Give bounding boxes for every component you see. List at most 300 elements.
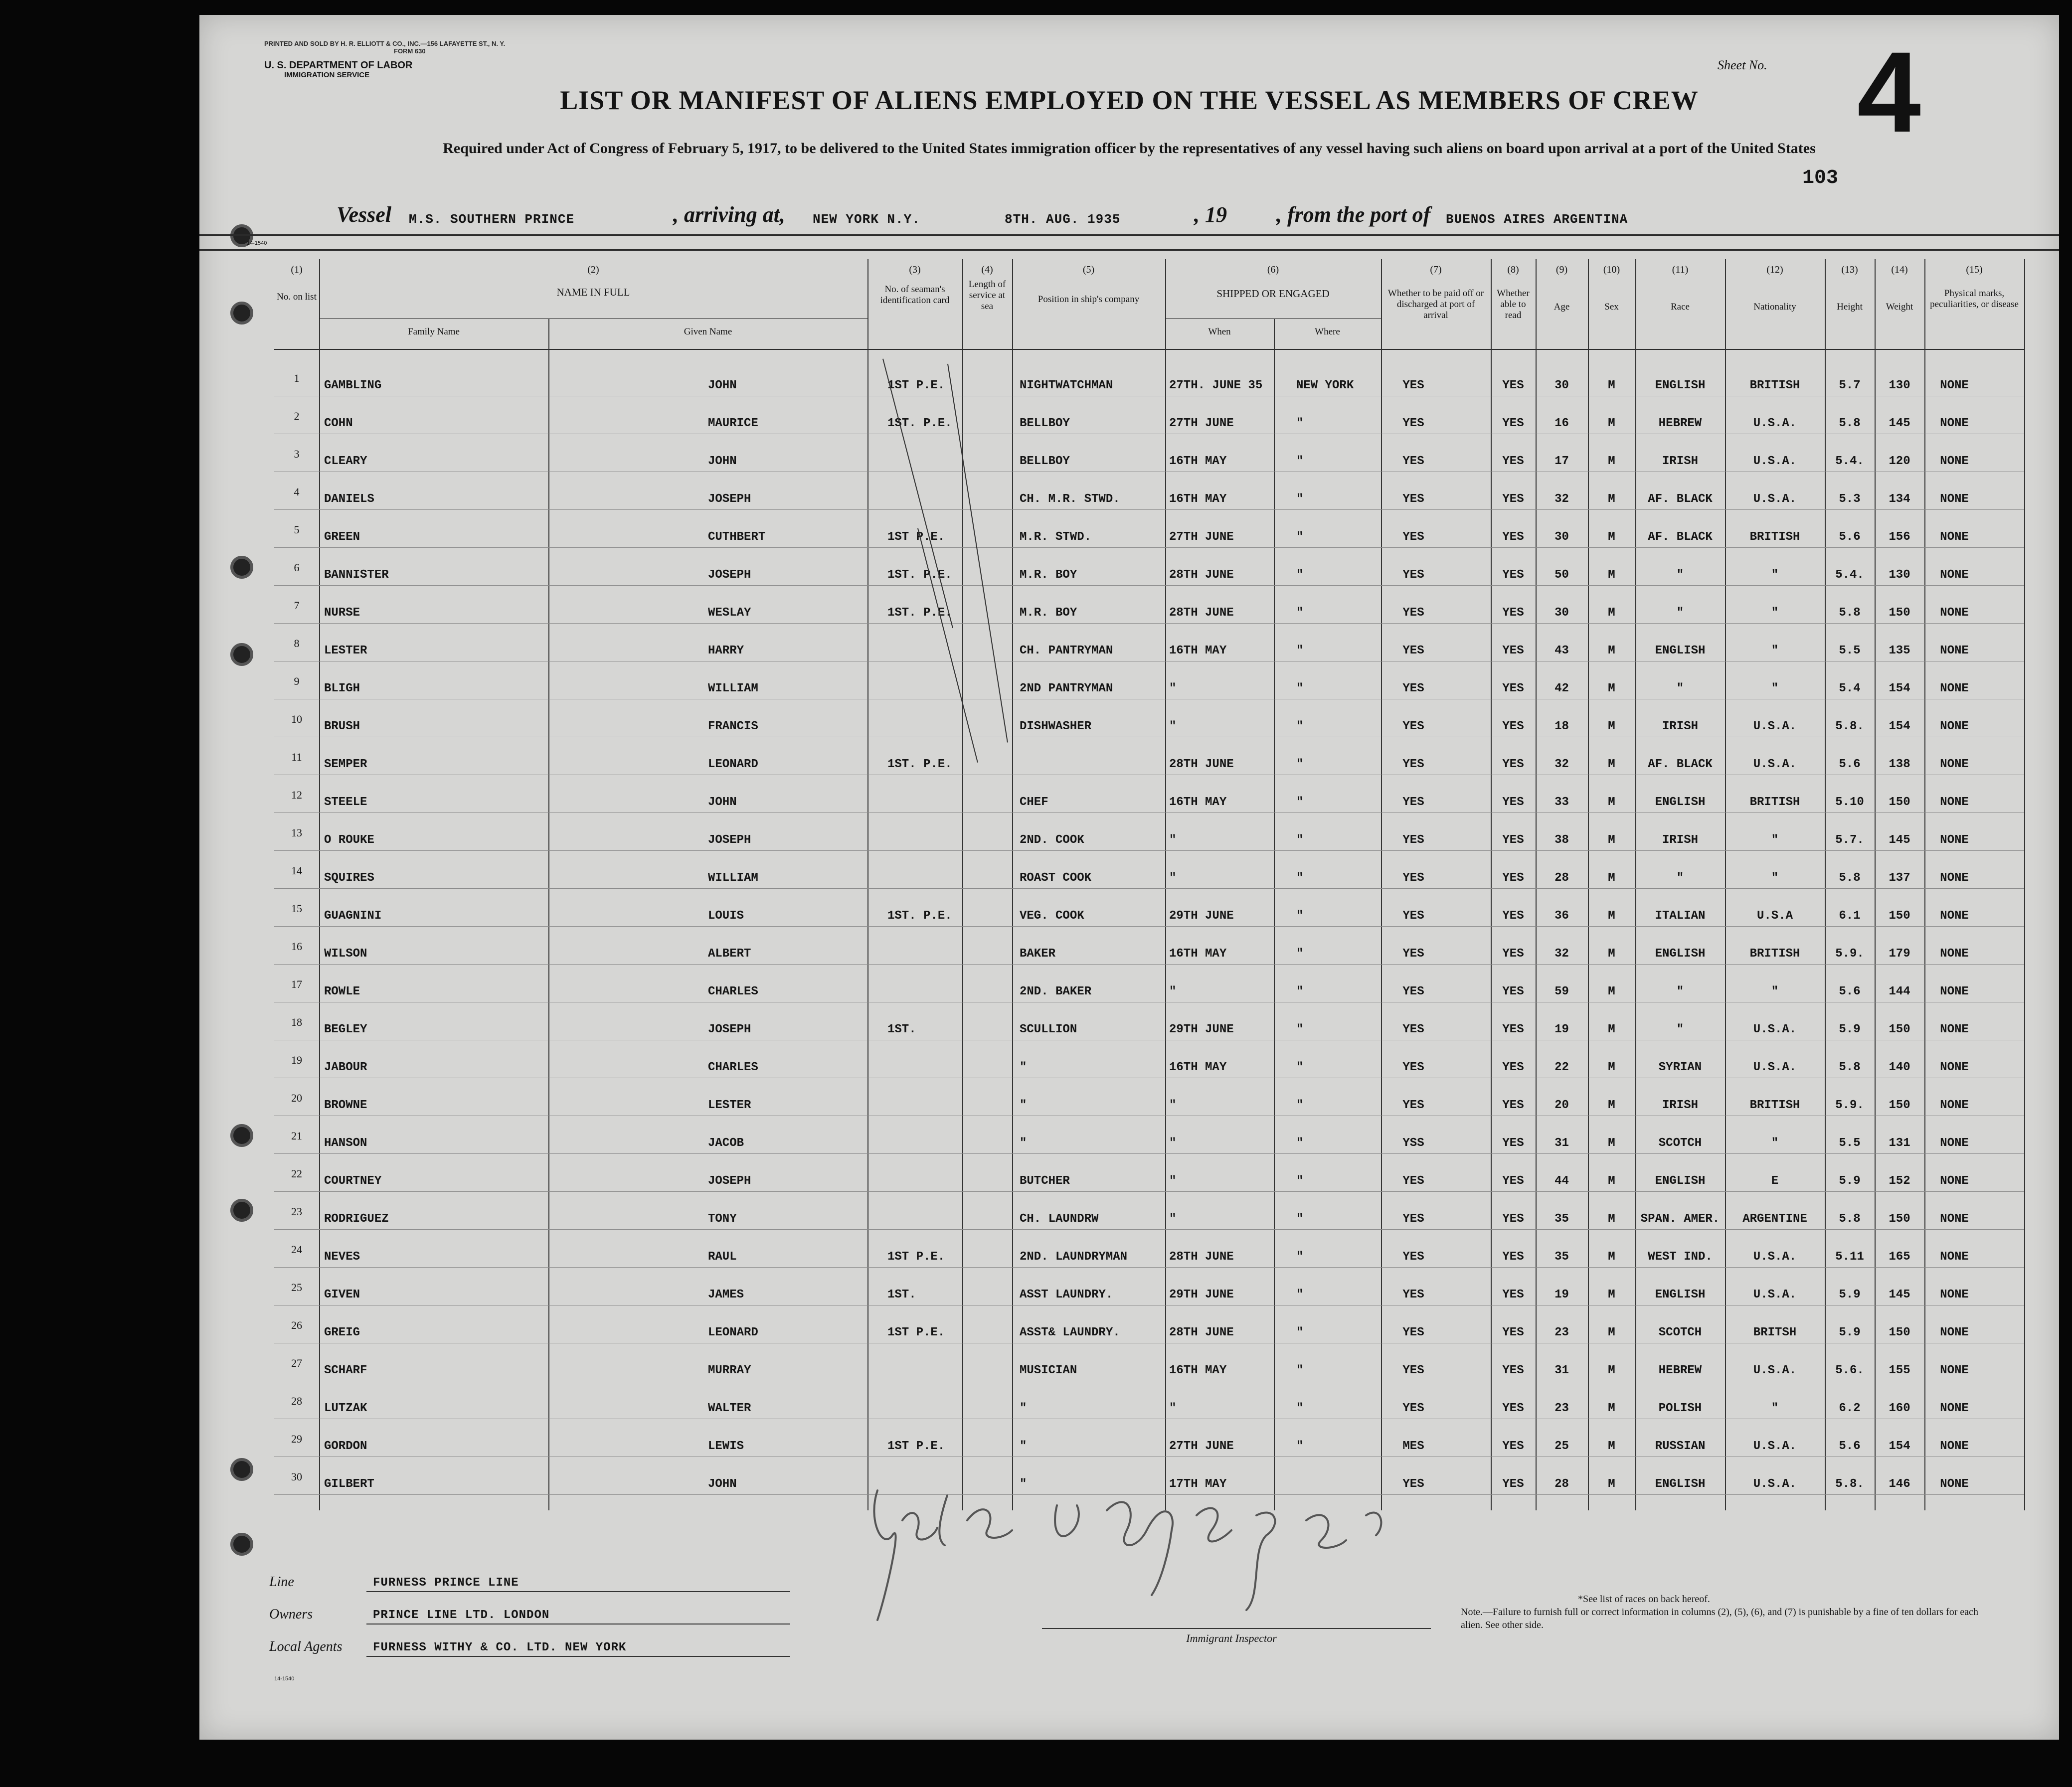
table-row xyxy=(274,440,2024,478)
cell-race: ENGLISH xyxy=(1655,947,1706,961)
cell-given: HARRY xyxy=(708,644,744,657)
cell-when: 27TH JUNE xyxy=(1169,417,1234,430)
cell-where: " xyxy=(1296,720,1304,733)
cell-height: 5.8 xyxy=(1839,606,1861,620)
cell-nat: " xyxy=(1771,682,1779,695)
table-row xyxy=(274,515,2024,553)
cell-paid: YES xyxy=(1402,1023,1424,1036)
cell-nat: U.S.A. xyxy=(1753,1023,1797,1036)
cell-family: LESTER xyxy=(324,644,367,657)
cell-race: SYRIAN xyxy=(1658,1061,1702,1074)
cell-nat: U.S.A. xyxy=(1753,1250,1797,1264)
cell-when: 16TH MAY xyxy=(1169,455,1227,468)
cell-where: " xyxy=(1296,947,1304,961)
cell-paid: YES xyxy=(1402,871,1424,885)
cell-race: ENGLISH xyxy=(1655,1288,1706,1301)
cell-paid: YES xyxy=(1402,682,1424,695)
column-number: (4) xyxy=(981,264,993,275)
cell-age: 19 xyxy=(1554,1023,1569,1036)
cell-race: IRISH xyxy=(1662,455,1698,468)
cell-family: NEVES xyxy=(324,1250,360,1264)
cell-position: M.R. STWD. xyxy=(1020,530,1092,544)
cell-weight: 130 xyxy=(1889,379,1910,392)
cell-card: 1ST. P.E. xyxy=(887,909,952,923)
column-number: (3) xyxy=(909,264,921,275)
cell-race: ENGLISH xyxy=(1655,1477,1706,1491)
table-row xyxy=(274,667,2024,705)
cell-position: 2ND PANTRYMAN xyxy=(1020,682,1113,695)
row-number: 15 xyxy=(291,902,302,915)
cell-weight: 150 xyxy=(1889,606,1910,620)
cell-family: WILSON xyxy=(324,947,367,961)
row-number: 19 xyxy=(291,1054,302,1066)
cell-age: 25 xyxy=(1554,1440,1569,1453)
cell-read: YES xyxy=(1502,1023,1524,1036)
cell-age: 33 xyxy=(1554,796,1569,809)
cell-where: " xyxy=(1296,985,1304,998)
row-number: 4 xyxy=(294,486,300,498)
cell-weight: 156 xyxy=(1889,530,1910,544)
page-subtitle: Required under Act of Congress of February 5, 1917, to be delivered to the United States immigration officer by the representatives of any vessel having such aliens on board upon arrival at a port of the United States xyxy=(443,140,1816,157)
cell-height: 5.7. xyxy=(1835,833,1864,847)
cell-race: " xyxy=(1676,871,1684,885)
column-header-id-card: No. of seaman's identification card xyxy=(880,284,950,306)
cell-marks: NONE xyxy=(1940,1212,1969,1226)
cell-weight: 144 xyxy=(1889,985,1910,998)
cell-race: WEST IND. xyxy=(1648,1250,1713,1264)
cell-race: AF. BLACK xyxy=(1648,492,1713,506)
cell-position: BUTCHER xyxy=(1020,1174,1070,1188)
inspector-label: Immigrant Inspector xyxy=(1186,1632,1277,1644)
cell-race: " xyxy=(1676,568,1684,582)
header-rule xyxy=(274,349,2024,350)
cell-family: GAMBLING xyxy=(324,379,382,392)
cell-sex: M xyxy=(1608,568,1615,582)
cell-given: LEONARD xyxy=(708,758,758,771)
column-header-race: Race xyxy=(1671,302,1690,312)
cell-race: " xyxy=(1676,682,1684,695)
cell-position: " xyxy=(1020,1402,1027,1415)
cell-age: 42 xyxy=(1554,682,1569,695)
cell-height: 5.6 xyxy=(1839,1440,1861,1453)
races-note: *See list of races on back hereof. xyxy=(1578,1594,1710,1605)
cell-read: YES xyxy=(1502,1477,1524,1491)
cell-age: 22 xyxy=(1554,1061,1569,1074)
cell-where: " xyxy=(1296,1137,1304,1150)
column-header-physical: Physical marks, peculiarities, or disease xyxy=(1930,288,2019,310)
arrival-port: NEW YORK N.Y. xyxy=(813,212,920,227)
cell-paid: YES xyxy=(1402,1364,1424,1377)
vessel-label: Vessel xyxy=(337,202,391,227)
cell-paid: YES xyxy=(1402,1477,1424,1491)
cell-height: 5.6 xyxy=(1839,985,1861,998)
cell-card: 1ST. P.E. xyxy=(887,606,952,620)
cell-paid: YSS xyxy=(1402,1137,1424,1150)
column-number: (11) xyxy=(1672,264,1689,275)
cell-given: CHARLES xyxy=(708,985,758,998)
cell-marks: NONE xyxy=(1940,1364,1969,1377)
column-number: (14) xyxy=(1891,264,1908,275)
cell-card: 1ST P.E. xyxy=(887,530,945,544)
cell-sex: M xyxy=(1608,606,1615,620)
cell-position: BAKER xyxy=(1020,947,1056,961)
row-number: 7 xyxy=(294,599,300,612)
cell-sex: M xyxy=(1608,909,1615,923)
cell-when: " xyxy=(1169,1137,1177,1150)
table-row xyxy=(274,478,2024,515)
cell-position: ASST& LAUNDRY. xyxy=(1020,1326,1120,1339)
table-row xyxy=(274,1273,2024,1311)
cell-weight: 154 xyxy=(1889,682,1910,695)
year-label: , 19 xyxy=(1194,202,1227,227)
cell-paid: YES xyxy=(1402,720,1424,733)
column-header-paid-off: Whether to be paid off or discharged at port of arrival xyxy=(1387,288,1484,321)
cell-sex: M xyxy=(1608,1212,1615,1226)
cell-race: IRISH xyxy=(1662,720,1698,733)
cell-age: 19 xyxy=(1554,1288,1569,1301)
cell-where: " xyxy=(1296,606,1304,620)
table-row xyxy=(274,1235,2024,1273)
cell-sex: M xyxy=(1608,871,1615,885)
cell-nat: U.S.A xyxy=(1756,909,1793,923)
cell-where: " xyxy=(1296,455,1304,468)
cell-card: 1ST P.E. xyxy=(887,1326,945,1339)
binding-hole xyxy=(230,1124,253,1147)
row-number: 22 xyxy=(291,1167,302,1180)
cell-read: YES xyxy=(1502,644,1524,657)
cell-card: 1ST. P.E. xyxy=(887,417,952,430)
cell-nat: U.S.A. xyxy=(1753,455,1797,468)
cell-height: 6.2 xyxy=(1839,1402,1861,1415)
cell-read: YES xyxy=(1502,720,1524,733)
cell-race: ITALIAN xyxy=(1655,909,1706,923)
cell-position: BELLBOY xyxy=(1020,417,1070,430)
table-row xyxy=(274,1084,2024,1122)
cell-sex: M xyxy=(1608,417,1615,430)
cell-age: 50 xyxy=(1554,568,1569,582)
cell-where: " xyxy=(1296,492,1304,506)
cell-given: JOSEPH xyxy=(708,492,751,506)
column-number: (5) xyxy=(1082,264,1095,275)
table-row xyxy=(274,364,2024,402)
cell-height: 5.9 xyxy=(1839,1288,1861,1301)
cell-sex: M xyxy=(1608,1023,1615,1036)
cell-position: " xyxy=(1020,1477,1027,1491)
cell-weight: 120 xyxy=(1889,455,1910,468)
row-number: 8 xyxy=(294,637,300,650)
cell-where: " xyxy=(1296,1288,1304,1301)
cell-family: BRUSH xyxy=(324,720,360,733)
page-title: LIST OR MANIFEST OF ALIENS EMPLOYED ON THE VESSEL AS MEMBERS OF CREW xyxy=(560,85,1699,115)
printer-notice xyxy=(264,40,505,55)
cell-when: 16TH MAY xyxy=(1169,947,1227,961)
cell-read: YES xyxy=(1502,1061,1524,1074)
row-number: 24 xyxy=(291,1243,302,1256)
column-header-given-name: Given Name xyxy=(684,326,732,337)
row-number: 2 xyxy=(294,410,300,422)
cell-read: YES xyxy=(1502,1250,1524,1264)
cell-where: " xyxy=(1296,1364,1304,1377)
row-number: 28 xyxy=(291,1395,302,1407)
cell-marks: NONE xyxy=(1940,1440,1969,1453)
cell-where: " xyxy=(1296,417,1304,430)
cell-height: 5.8 xyxy=(1839,417,1861,430)
cell-age: 35 xyxy=(1554,1212,1569,1226)
cell-when: 16TH MAY xyxy=(1169,1061,1227,1074)
cell-sex: M xyxy=(1608,682,1615,695)
subheader-rule xyxy=(319,318,867,319)
cell-sex: M xyxy=(1608,644,1615,657)
cell-paid: YES xyxy=(1402,1212,1424,1226)
column-number: (1) xyxy=(291,264,303,275)
table-row xyxy=(274,402,2024,440)
row-number: 26 xyxy=(291,1319,302,1331)
cell-when: " xyxy=(1169,1402,1177,1415)
cell-when: " xyxy=(1169,720,1177,733)
cell-family: GREEN xyxy=(324,530,360,544)
table-row xyxy=(274,932,2024,970)
cell-paid: YES xyxy=(1402,379,1424,392)
agents-label: Local Agents xyxy=(269,1639,343,1654)
sheet-number-label: Sheet No. xyxy=(1718,58,1767,72)
department: U. S. DEPARTMENT OF LABOR xyxy=(264,60,413,71)
cell-age: 17 xyxy=(1554,455,1569,468)
cell-given: CUTHBERT xyxy=(708,530,766,544)
cell-height: 5.11 xyxy=(1835,1250,1864,1264)
column-header-position: Position in ship's company xyxy=(1037,294,1140,305)
subheader-rule xyxy=(1165,318,1381,319)
cell-given: LEONARD xyxy=(708,1326,758,1339)
cell-position: ROAST COOK xyxy=(1020,871,1092,885)
cell-when: 27TH JUNE xyxy=(1169,1440,1234,1453)
cell-age: 16 xyxy=(1554,417,1569,430)
cell-marks: NONE xyxy=(1940,985,1969,998)
cell-sex: M xyxy=(1608,455,1615,468)
cell-height: 5.4. xyxy=(1835,455,1864,468)
row-number: 20 xyxy=(291,1092,302,1104)
cell-age: 28 xyxy=(1554,1477,1569,1491)
cell-sex: M xyxy=(1608,1402,1615,1415)
column-header-age: Age xyxy=(1554,302,1570,312)
cell-when: 16TH MAY xyxy=(1169,644,1227,657)
cell-paid: YES xyxy=(1402,758,1424,771)
cell-family: GORDON xyxy=(324,1440,367,1453)
cell-position: " xyxy=(1020,1061,1027,1074)
table-row xyxy=(274,591,2024,629)
cell-paid: YES xyxy=(1402,833,1424,847)
cell-weight: 160 xyxy=(1889,1402,1910,1415)
table-row xyxy=(274,1311,2024,1349)
cell-height: 5.4 xyxy=(1839,682,1861,695)
cell-family: HANSON xyxy=(324,1137,367,1150)
column-header-name-in-full: NAME IN FULL xyxy=(556,286,630,298)
cell-age: 32 xyxy=(1554,947,1569,961)
cell-given: JOHN xyxy=(708,379,737,392)
cell-when: 27TH. JUNE 35 xyxy=(1169,379,1263,392)
cell-card: 1ST P.E. xyxy=(887,379,945,392)
cell-position: M.R. BOY xyxy=(1020,568,1077,582)
cell-when: " xyxy=(1169,871,1177,885)
cell-where: " xyxy=(1296,1212,1304,1226)
owners-label: Owners xyxy=(269,1607,313,1622)
cell-when: 16TH MAY xyxy=(1169,796,1227,809)
cell-height: 5.10 xyxy=(1835,796,1864,809)
binding-hole xyxy=(230,1533,253,1556)
cell-age: 30 xyxy=(1554,606,1569,620)
cell-given: JACOB xyxy=(708,1137,744,1150)
cell-height: 5.9 xyxy=(1839,1023,1861,1036)
cell-when: " xyxy=(1169,682,1177,695)
cell-marks: NONE xyxy=(1940,530,1969,544)
cell-age: 30 xyxy=(1554,530,1569,544)
printer-line: PRINTED AND SOLD BY H. R. ELLIOTT & CO., INC.—156 LAFAYETTE ST., N. Y. xyxy=(264,40,506,47)
cell-marks: NONE xyxy=(1940,1250,1969,1264)
cell-given: JOSEPH xyxy=(708,568,751,582)
cell-read: YES xyxy=(1502,1174,1524,1188)
cell-read: YES xyxy=(1502,1212,1524,1226)
column-number: (9) xyxy=(1555,264,1568,275)
cell-position: SCULLION xyxy=(1020,1023,1077,1036)
cell-when: 29TH JUNE xyxy=(1169,1288,1234,1301)
row-number: 6 xyxy=(294,561,300,574)
cell-nat: BRITSH xyxy=(1753,1326,1797,1339)
table-row xyxy=(274,629,2024,667)
cell-when: " xyxy=(1169,833,1177,847)
cell-marks: NONE xyxy=(1940,1174,1969,1188)
cell-given: WILLIAM xyxy=(708,871,758,885)
cell-marks: NONE xyxy=(1940,682,1969,695)
cell-weight: 146 xyxy=(1889,1477,1910,1491)
cell-nat: " xyxy=(1771,606,1779,620)
cell-nat: " xyxy=(1771,568,1779,582)
cell-race: ENGLISH xyxy=(1655,644,1706,657)
cell-weight: 150 xyxy=(1889,1023,1910,1036)
cell-family: GIVEN xyxy=(324,1288,360,1301)
cell-paid: YES xyxy=(1402,947,1424,961)
row-number: 3 xyxy=(294,448,300,460)
table-row xyxy=(274,1349,2024,1387)
cell-given: ALBERT xyxy=(708,947,751,961)
cell-nat: BRITISH xyxy=(1749,530,1800,544)
column-header-family-name: Family Name xyxy=(408,326,460,337)
cell-family: DANIELS xyxy=(324,492,374,506)
departure-port: BUENOS AIRES ARGENTINA xyxy=(1446,212,1628,227)
cell-paid: YES xyxy=(1402,492,1424,506)
cell-marks: NONE xyxy=(1940,417,1969,430)
cell-where: " xyxy=(1296,568,1304,582)
cell-marks: NONE xyxy=(1940,492,1969,506)
cell-race: SCOTCH xyxy=(1658,1137,1702,1150)
cell-marks: NONE xyxy=(1940,1023,1969,1036)
cell-where: " xyxy=(1296,1023,1304,1036)
footer-form-code: 14-1540 xyxy=(274,1676,295,1682)
binding-hole xyxy=(230,1199,253,1222)
cell-race: ENGLISH xyxy=(1655,1174,1706,1188)
cell-race: IRISH xyxy=(1662,1099,1698,1112)
cell-position: DISHWASHER xyxy=(1020,720,1092,733)
cell-marks: NONE xyxy=(1940,947,1969,961)
cell-where: " xyxy=(1296,530,1304,544)
cell-weight: 150 xyxy=(1889,1326,1910,1339)
cell-race: AF. BLACK xyxy=(1648,758,1713,771)
cell-marks: NONE xyxy=(1940,1288,1969,1301)
cell-nat: BRITISH xyxy=(1749,796,1800,809)
cell-family: GILBERT xyxy=(324,1477,374,1491)
cell-paid: YES xyxy=(1402,417,1424,430)
cell-read: YES xyxy=(1502,682,1524,695)
cell-position: " xyxy=(1020,1137,1027,1150)
cell-nat: U.S.A. xyxy=(1753,1440,1797,1453)
cell-when: " xyxy=(1169,1099,1177,1112)
cell-given: LESTER xyxy=(708,1099,751,1112)
cell-weight: 152 xyxy=(1889,1174,1910,1188)
row-number: 17 xyxy=(291,978,302,990)
cell-marks: NONE xyxy=(1940,909,1969,923)
cell-marks: NONE xyxy=(1940,1477,1969,1491)
cell-age: 32 xyxy=(1554,758,1569,771)
cell-where: " xyxy=(1296,909,1304,923)
cell-nat: U.S.A. xyxy=(1753,758,1797,771)
cell-nat: ARGENTINE xyxy=(1742,1212,1807,1226)
cell-height: 5.6 xyxy=(1839,530,1861,544)
cell-height: 5.5 xyxy=(1839,1137,1861,1150)
column-header-sex: Sex xyxy=(1604,302,1619,312)
row-number: 25 xyxy=(291,1281,302,1294)
cell-height: 5.3 xyxy=(1839,492,1861,506)
table-row xyxy=(274,1008,2024,1046)
cell-race: " xyxy=(1676,606,1684,620)
cell-age: 32 xyxy=(1554,492,1569,506)
cell-card: 1ST P.E. xyxy=(887,1440,945,1453)
cell-height: 5.8. xyxy=(1835,720,1864,733)
cell-family: STEELE xyxy=(324,796,367,809)
cell-age: 18 xyxy=(1554,720,1569,733)
cell-family: JABOUR xyxy=(324,1061,367,1074)
cell-position: 2ND. BAKER xyxy=(1020,985,1092,998)
column-header-where: Where xyxy=(1315,326,1340,337)
cell-family: SEMPER xyxy=(324,758,367,771)
row-number: 21 xyxy=(291,1130,302,1142)
cell-where: " xyxy=(1296,1099,1304,1112)
cell-marks: NONE xyxy=(1940,871,1969,885)
column-number: (7) xyxy=(1430,264,1442,275)
cell-sex: M xyxy=(1608,1099,1615,1112)
column-header-weight: Weight xyxy=(1886,302,1913,312)
cell-age: 28 xyxy=(1554,871,1569,885)
cell-marks: NONE xyxy=(1940,720,1969,733)
cell-card: 1ST. xyxy=(887,1023,916,1036)
cell-race: POLISH xyxy=(1658,1402,1702,1415)
cell-age: 30 xyxy=(1554,379,1569,392)
cell-height: 5.7 xyxy=(1839,379,1861,392)
column-header-no-on-list: No. on list xyxy=(277,292,317,302)
cell-given: JOSEPH xyxy=(708,1174,751,1188)
form-number: FORM 630 xyxy=(394,47,426,55)
cell-age: 43 xyxy=(1554,644,1569,657)
cell-sex: M xyxy=(1608,947,1615,961)
row-number: 5 xyxy=(294,523,300,536)
cell-family: BLIGH xyxy=(324,682,360,695)
cell-race: " xyxy=(1676,1023,1684,1036)
table-row xyxy=(274,1159,2024,1197)
cell-card: 1ST. P.E. xyxy=(887,568,952,582)
cell-read: YES xyxy=(1502,833,1524,847)
cell-paid: MES xyxy=(1402,1440,1424,1453)
cell-when: 28TH JUNE xyxy=(1169,758,1234,771)
line-value: FURNESS PRINCE LINE xyxy=(373,1576,519,1590)
cell-read: YES xyxy=(1502,1326,1524,1339)
cell-race: ENGLISH xyxy=(1655,379,1706,392)
